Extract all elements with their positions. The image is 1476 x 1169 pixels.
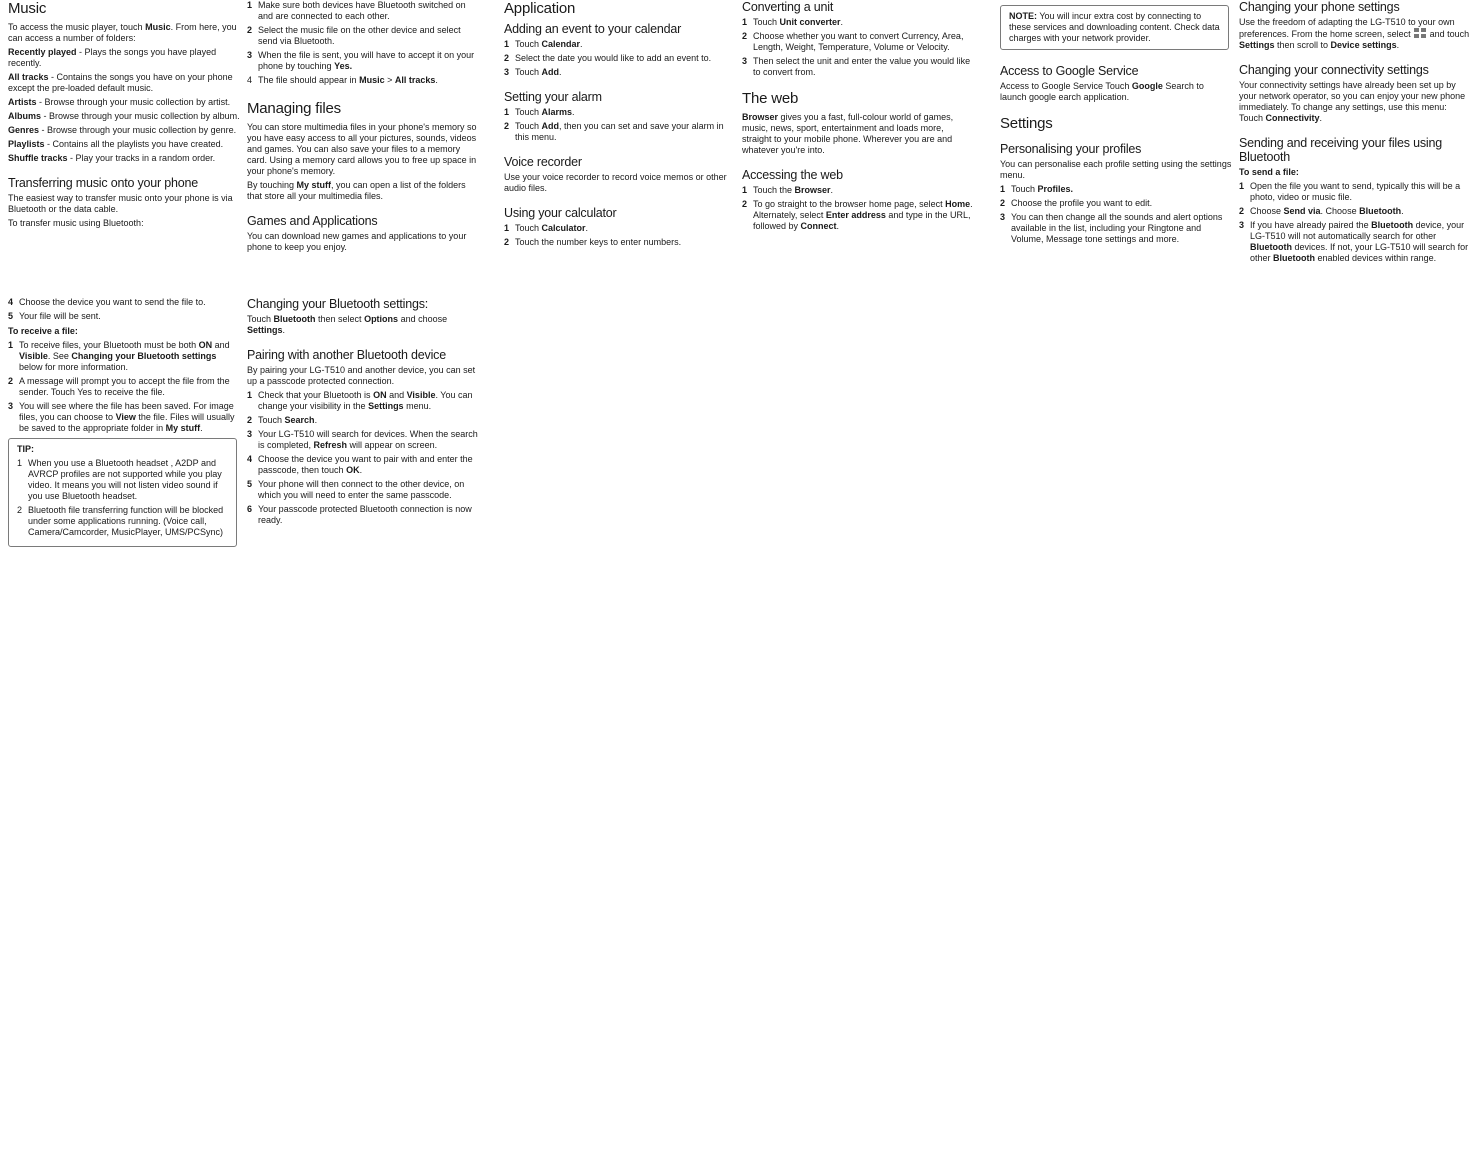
list-item: 6 Your passcode protected Bluetooth connection is now ready. [247,504,472,525]
note-box [1000,5,1229,50]
list-item: 3 You can then change all the sounds and alert options available in the list, including your Ringtone and Volume, Message tone settings and more. [1000,212,1223,244]
list-item: 1 Touch Profiles. [1000,184,1074,194]
menu-grid-icon [1414,28,1426,39]
column-receive-file [8,297,240,547]
profiles-paragraph: You can personalise each profile setting using the settings menu. [1000,159,1232,180]
column-application [504,0,736,252]
list-item: 1 Make sure both devices have Bluetooth switched on and are connected to each other. [247,0,466,21]
web-title: The web [742,90,799,107]
send-receive-heading: Sending and receiving your files using Bluetooth [1239,136,1442,164]
list-item: 2 Select the date you would like to add an event to. [504,53,712,63]
list-item: 1 Check that your Bluetooth is ON and Visible. You can change your visibility in the Settings menu. [247,390,473,411]
list-item: 3 When the file is sent, you will have to accept it on your phone by touching Yes. [247,50,475,71]
folder-albums: Albums - Browse through your music collection by album. [8,111,240,121]
pairing-paragraph: By pairing your LG-T510 and another device, you can set up a passcode protected connection. [247,365,476,386]
files-my-stuff: By touching My stuff, you can open a list of the folders that store all your multimedia files. [247,180,466,201]
note-text: NOTE: You will incur extra cost by connecting to these services and downloading content. Check data charges with your network provider. [1009,11,1220,43]
settings-title: Settings [1000,115,1053,132]
list-item: 1 Touch the Browser. [742,185,834,195]
list-item: 2 Choose whether you want to convert Currency, Area, Length, Weight, Temperature, Volume or Velocity. [742,31,964,52]
list-item: 1 Touch Alarms. [504,107,575,117]
list-item: 3 If you have already paired the Bluetooth device, your LG-T510 will not automatically search for other Bluetooth devices. If not, your LG-T510 will search for other Bluetooth enabled devices within range. [1239,220,1469,263]
list-item: 1 Touch Calculator. [504,223,589,233]
folder-genres: Genres - Browse through your music collection by genre. [8,125,237,135]
calendar-heading: Adding an event to your calendar [504,22,682,36]
unit-converter-steps [742,17,974,78]
column-web [742,0,974,236]
list-item: 2 Bluetooth file transferring function will be blocked under some applications running. (Voice call, Camera/Camcorder, MusicPlayer, UMS/PCSync) [17,505,224,537]
transfer-heading: Transferring music onto your phone [8,176,199,190]
phone-settings-paragraph: Use the freedom of adapting the LG-T510 to your own preferences. From the home screen, select and touch Settings then scroll to Device settings. [1239,17,1470,50]
list-item: 3 You will see where the file has been saved. For image files, you can choose to View the file. Files will usually be saved to the appropriate folder in My stuff. [8,401,235,433]
music-intro: To access the music player, touch Music. From here, you can access a number of folders: [8,22,237,43]
column-music [8,0,240,232]
music-title: Music [8,0,47,17]
list-item: 5 Your phone will then connect to the other device, on which you will need to enter the same passcode. [247,479,465,500]
list-item: 1 Touch Unit converter. [742,17,844,27]
list-item: 2 Choose Send via. Choose Bluetooth. [1239,206,1404,216]
list-item: 5 Your file will be sent. [8,311,101,321]
send-steps-continued [8,297,240,322]
profiles-steps [1000,184,1232,245]
column-phone-settings [1239,0,1471,268]
google-heading: Access to Google Service [1000,64,1139,78]
list-item: 2 A message will prompt you to accept the file from the sender. Touch Yes to receive the file. [8,376,230,397]
list-item: 1 When you use a Bluetooth headset , A2DP and AVRCP profiles are not supported while you play video. It means you will not listen video sound if you use Bluetooth headset. [17,458,222,501]
folder-recently-played: Recently played - Plays the songs you have played recently. [8,47,217,68]
column-managing-files [247,0,479,256]
calculator-heading: Using your calculator [504,206,617,220]
calendar-steps [504,39,736,78]
send-file-subheading: To send a file: [1239,167,1299,177]
games-paragraph: You can download new games and applications to your phone to keep you enjoy. [247,231,467,252]
list-item: 3 Then select the unit and enter the value you would like to convert from. [742,56,971,77]
list-item: 2 Touch the number keys to enter numbers. [504,237,682,247]
transfer-bluetooth-intro: To transfer music using Bluetooth: [8,218,144,228]
connectivity-heading: Changing your connectivity settings [1239,63,1429,77]
list-item: 4 The file should appear in Music > All tracks. [247,75,438,85]
pairing-steps [247,390,479,526]
voice-recorder-paragraph: Use your voice recorder to record voice memos or other audio files. [504,172,727,193]
pairing-heading: Pairing with another Bluetooth device [247,348,446,362]
list-item: 4 Choose the device you want to pair with and enter the passcode, then touch OK. [247,454,473,475]
folder-all-tracks: All tracks - Contains the songs you have on your phone except the pre-loaded default music. [8,72,233,93]
folder-playlists: Playlists - Contains all the playlists you have created. [8,139,224,149]
list-item: 1 To receive files, your Bluetooth must be both ON and Visible. See Changing your Bluetooth settings below for more information. [8,340,230,372]
send-file-steps [1239,181,1471,264]
voice-recorder-heading: Voice recorder [504,155,582,169]
tip-list [17,458,228,538]
accessing-web-heading: Accessing the web [742,168,843,182]
column-bluetooth [247,297,479,530]
receive-steps [8,340,240,434]
profiles-heading: Personalising your profiles [1000,142,1142,156]
bt-settings-heading: Changing your Bluetooth settings: [247,297,429,311]
connectivity-paragraph: Your connectivity settings have already been set up by your network operator, so you can enjoy your new phone immediately. To change any settings, use this menu: Touch Connectivity. [1239,80,1466,123]
unit-converter-heading: Converting a unit [742,0,834,14]
games-heading: Games and Applications [247,214,378,228]
list-item: 2 Select the music file on the other device and select send via Bluetooth. [247,25,461,46]
calculator-steps [504,223,736,248]
list-item: 1 Touch Calendar. [504,39,583,49]
transfer-steps [247,0,479,86]
list-item: 3 Touch Add. [504,67,562,77]
web-paragraph: Browser gives you a fast, full-colour world of games, music, news, sport, entertainment and loads more, straight to your mobile phone. Wherever you are and whatever you're into. [742,112,954,155]
list-item: 2 To go straight to the browser home page, select Home. Alternately, select Enter address and type in the URL, followed by Connect. [742,199,973,231]
files-paragraph: You can store multimedia files in your phone's memory so you have easy access to all your pictures, sounds, videos and games. You can also save your files to a memory card. Using a memory card allows you to free up space in your phone's memory. [247,122,477,176]
managing-files-title: Managing files [247,100,341,117]
google-paragraph: Access to Google Service Touch Google Search to launch google earch application. [1000,81,1204,102]
alarm-steps [504,107,736,143]
folder-shuffle: Shuffle tracks - Play your tracks in a random order. [8,153,216,163]
list-item: 3 Your LG-T510 will search for devices. When the search is completed, Refresh will appear on screen. [247,429,478,450]
accessing-web-steps [742,185,974,232]
list-item: 1 Open the file you want to send, typically this will be a photo, video or music file. [1239,181,1461,202]
list-item: 4 Choose the device you want to send the file to. [8,297,206,307]
application-title: Application [504,0,576,17]
list-item: 2 Touch Add, then you can set and save your alarm in this menu. [504,121,724,142]
alarm-heading: Setting your alarm [504,90,602,104]
transfer-paragraph: The easiest way to transfer music onto your phone is via Bluetooth or the data cable. [8,193,233,214]
tip-box [8,438,237,547]
column-settings [1000,5,1232,249]
bt-settings-paragraph: Touch Bluetooth then select Options and choose Settings. [247,314,448,335]
receive-heading: To receive a file: [8,326,78,336]
tip-title: TIP: [17,444,34,454]
folder-artists: Artists - Browse through your music collection by artist. [8,97,231,107]
list-item: 2 Touch Search. [247,415,318,425]
list-item: 2 Choose the profile you want to edit. [1000,198,1153,208]
phone-settings-heading: Changing your phone settings [1239,0,1400,14]
